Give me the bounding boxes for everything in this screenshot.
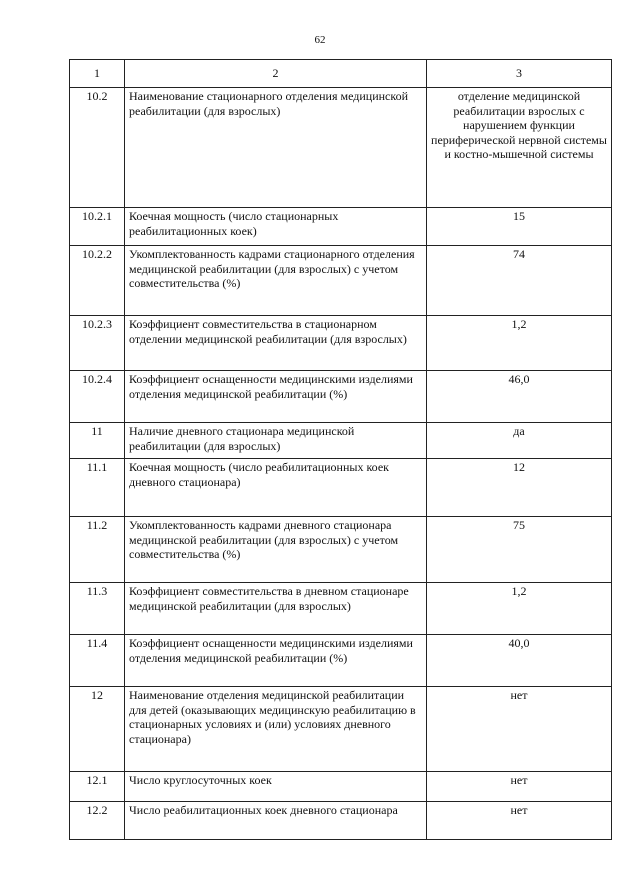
table-row	[70, 316, 612, 371]
row-name: Коэффициент оснащенности медицинскими изделиями отделения медицинской реабилитации (%)	[125, 371, 427, 423]
row-value: нет	[427, 687, 612, 772]
row-name: Коечная мощность (число реабилитационных коек дневного стационара)	[125, 459, 427, 517]
table-row	[70, 517, 612, 583]
row-number: 12.2	[70, 802, 125, 840]
row-name: Наименование отделения медицинской реабилитации для детей (оказывающих медицинскую реабилитацию в стационарных условиях и (или) условиях дневного стационара)	[125, 687, 427, 772]
row-number: 12	[70, 687, 125, 772]
row-value: да	[427, 423, 612, 459]
table-row	[70, 423, 612, 459]
table-row	[70, 635, 612, 687]
row-number: 11.3	[70, 583, 125, 635]
table-row	[70, 802, 612, 840]
row-value: 75	[427, 517, 612, 583]
table-row	[70, 208, 612, 246]
table-row	[70, 583, 612, 635]
row-value: 12	[427, 459, 612, 517]
table-row	[70, 246, 612, 316]
row-value: 74	[427, 246, 612, 316]
row-number: 10.2.3	[70, 316, 125, 371]
row-value: нет	[427, 802, 612, 840]
row-value: нет	[427, 772, 612, 802]
row-name: Коэффициент совместительства в стационарном отделении медицинской реабилитации (для взрослых)	[125, 316, 427, 371]
row-name: Укомплектованность кадрами стационарного отделения медицинской реабилитации (для взрослых) с учетом совместительства (%)	[125, 246, 427, 316]
table-row	[70, 772, 612, 802]
table-row	[70, 371, 612, 423]
row-name: Коечная мощность (число стационарных реабилитационных коек)	[125, 208, 427, 246]
row-name: Число круглосуточных коек	[125, 772, 427, 802]
row-number: 10.2	[70, 88, 125, 208]
row-name: Коэффициент оснащенности медицинскими изделиями отделения медицинской реабилитации (%)	[125, 635, 427, 687]
row-number: 10.2.4	[70, 371, 125, 423]
table-row	[70, 687, 612, 772]
row-number: 11	[70, 423, 125, 459]
row-name: Коэффициент совместительства в дневном стационаре медицинской реабилитации (для взрослых)	[125, 583, 427, 635]
column-header-3: 3	[427, 60, 612, 88]
indicator-table	[69, 59, 612, 840]
row-value: отделение медицинской реабилитации взрослых с нарушением функции периферической нервной системы и костно-мышечной системы	[427, 88, 612, 208]
table-row	[70, 88, 612, 208]
row-value: 1,2	[427, 316, 612, 371]
row-number: 11.1	[70, 459, 125, 517]
table-header-row	[70, 60, 612, 88]
row-name: Укомплектованность кадрами дневного стационара медицинской реабилитации (для взрослых) с учетом совместительства (%)	[125, 517, 427, 583]
row-name: Число реабилитационных коек дневного стационара	[125, 802, 427, 840]
row-number: 11.4	[70, 635, 125, 687]
row-name: Наличие дневного стационара медицинской реабилитации (для взрослых)	[125, 423, 427, 459]
page-number: 62	[314, 34, 326, 46]
column-header-1: 1	[70, 60, 125, 88]
row-name: Наименование стационарного отделения медицинской реабилитации (для взрослых)	[125, 88, 427, 208]
row-number: 10.2.2	[70, 246, 125, 316]
row-value: 1,2	[427, 583, 612, 635]
row-value: 46,0	[427, 371, 612, 423]
row-number: 10.2.1	[70, 208, 125, 246]
row-value: 15	[427, 208, 612, 246]
column-header-2: 2	[125, 60, 427, 88]
row-number: 12.1	[70, 772, 125, 802]
table-row	[70, 459, 612, 517]
row-value: 40,0	[427, 635, 612, 687]
row-number: 11.2	[70, 517, 125, 583]
